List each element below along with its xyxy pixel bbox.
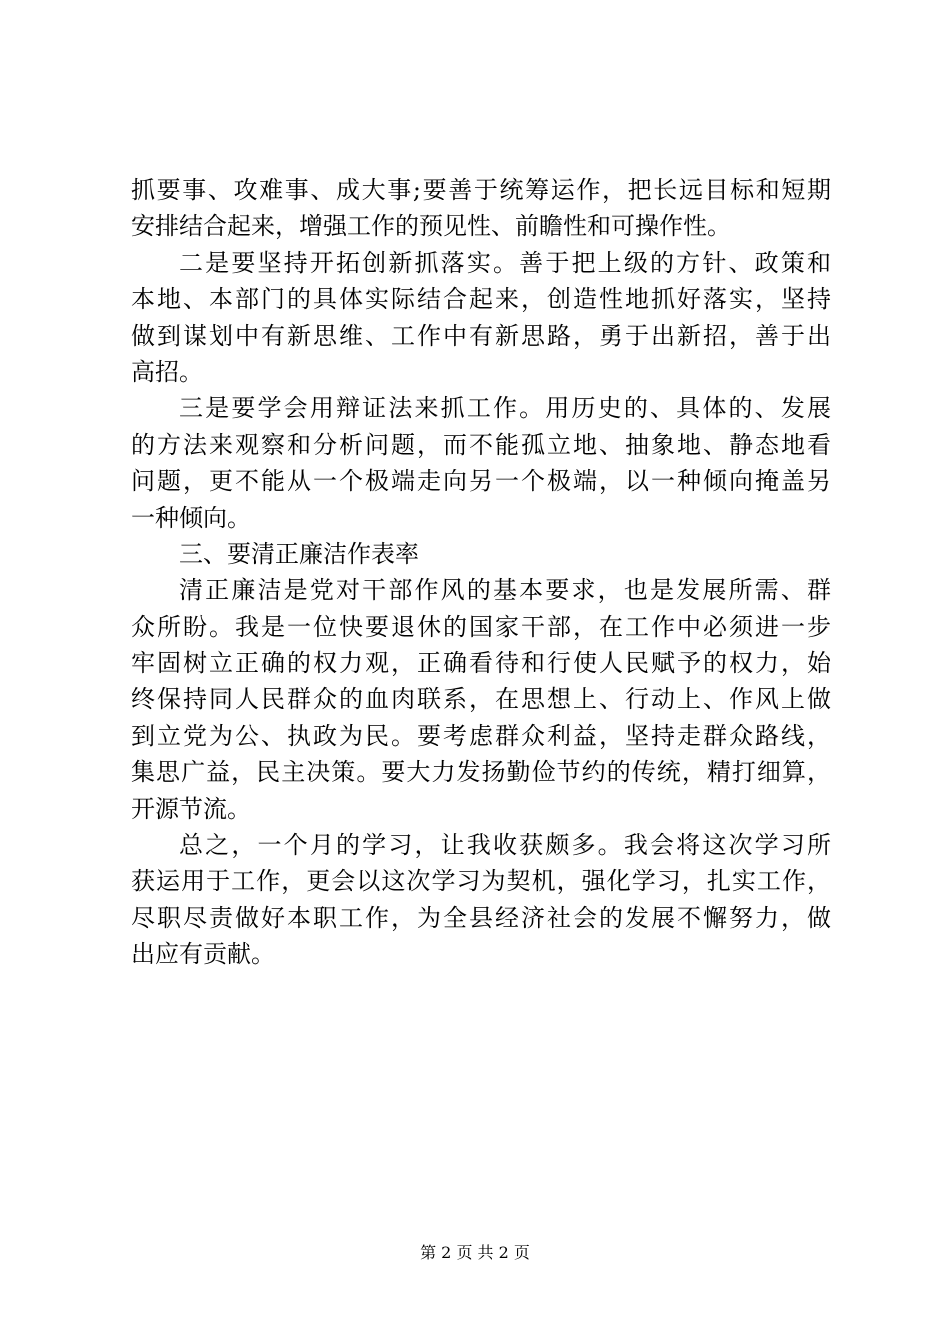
text-line: 集思广益，民主决策。要大力发扬勤俭节约的传统，精打细算， <box>131 758 831 787</box>
text-line: 问题，更不能从一个极端走向另一个极端，以一种倾向掩盖另 <box>131 467 831 496</box>
text-line: 出应有贡献。 <box>131 940 275 969</box>
text-line: 众所盼。我是一位快要退休的国家干部，在工作中必须进一步 <box>131 612 831 641</box>
text-line: 牢固树立正确的权力观，正确看待和行使人民赋予的权力，始 <box>131 649 831 678</box>
text-line: 二是要坚持开拓创新抓落实。善于把上级的方针、政策和 <box>179 248 831 277</box>
text-line: 清正廉洁是党对干部作风的基本要求，也是发展所需、群 <box>179 576 831 605</box>
text-line: 获运用于工作，更会以这次学习为契机，强化学习，扎实工作， <box>131 867 831 896</box>
text-line: 尽职尽责做好本职工作，为全县经济社会的发展不懈努力，做 <box>131 903 831 932</box>
text-line: 开源节流。 <box>131 794 251 823</box>
text-line: 做到谋划中有新思维、工作中有新思路，勇于出新招，善于出 <box>131 321 831 350</box>
text-line: 高招。 <box>131 357 203 386</box>
text-line: 到立党为公、执政为民。要考虑群众利益，坚持走群众路线， <box>131 721 831 750</box>
text-line: 终保持同人民群众的血肉联系，在思想上、行动上、作风上做 <box>131 685 831 714</box>
section-heading: 三、要清正廉洁作表率 <box>179 539 419 568</box>
text-line: 安排结合起来，增强工作的预见性、前瞻性和可操作性。 <box>131 212 731 241</box>
text-line: 三是要学会用辩证法来抓工作。用历史的、具体的、发展 <box>179 394 831 423</box>
document-body <box>131 172 831 973</box>
text-line: 总之，一个月的学习，让我收获颇多。我会将这次学习所 <box>179 831 831 860</box>
text-line: 一种倾向。 <box>131 503 251 532</box>
text-line: 抓要事、攻难事、成大事;要善于统筹运作，把长远目标和短期 <box>131 176 831 204</box>
text-line: 的方法来观察和分析问题，而不能孤立地、抽象地、静态地看 <box>131 430 831 459</box>
text-line: 本地、本部门的具体实际结合起来，创造性地抓好落实，坚持 <box>131 285 831 314</box>
page-number-footer: 第 2 页 共 2 页 <box>420 1243 530 1262</box>
